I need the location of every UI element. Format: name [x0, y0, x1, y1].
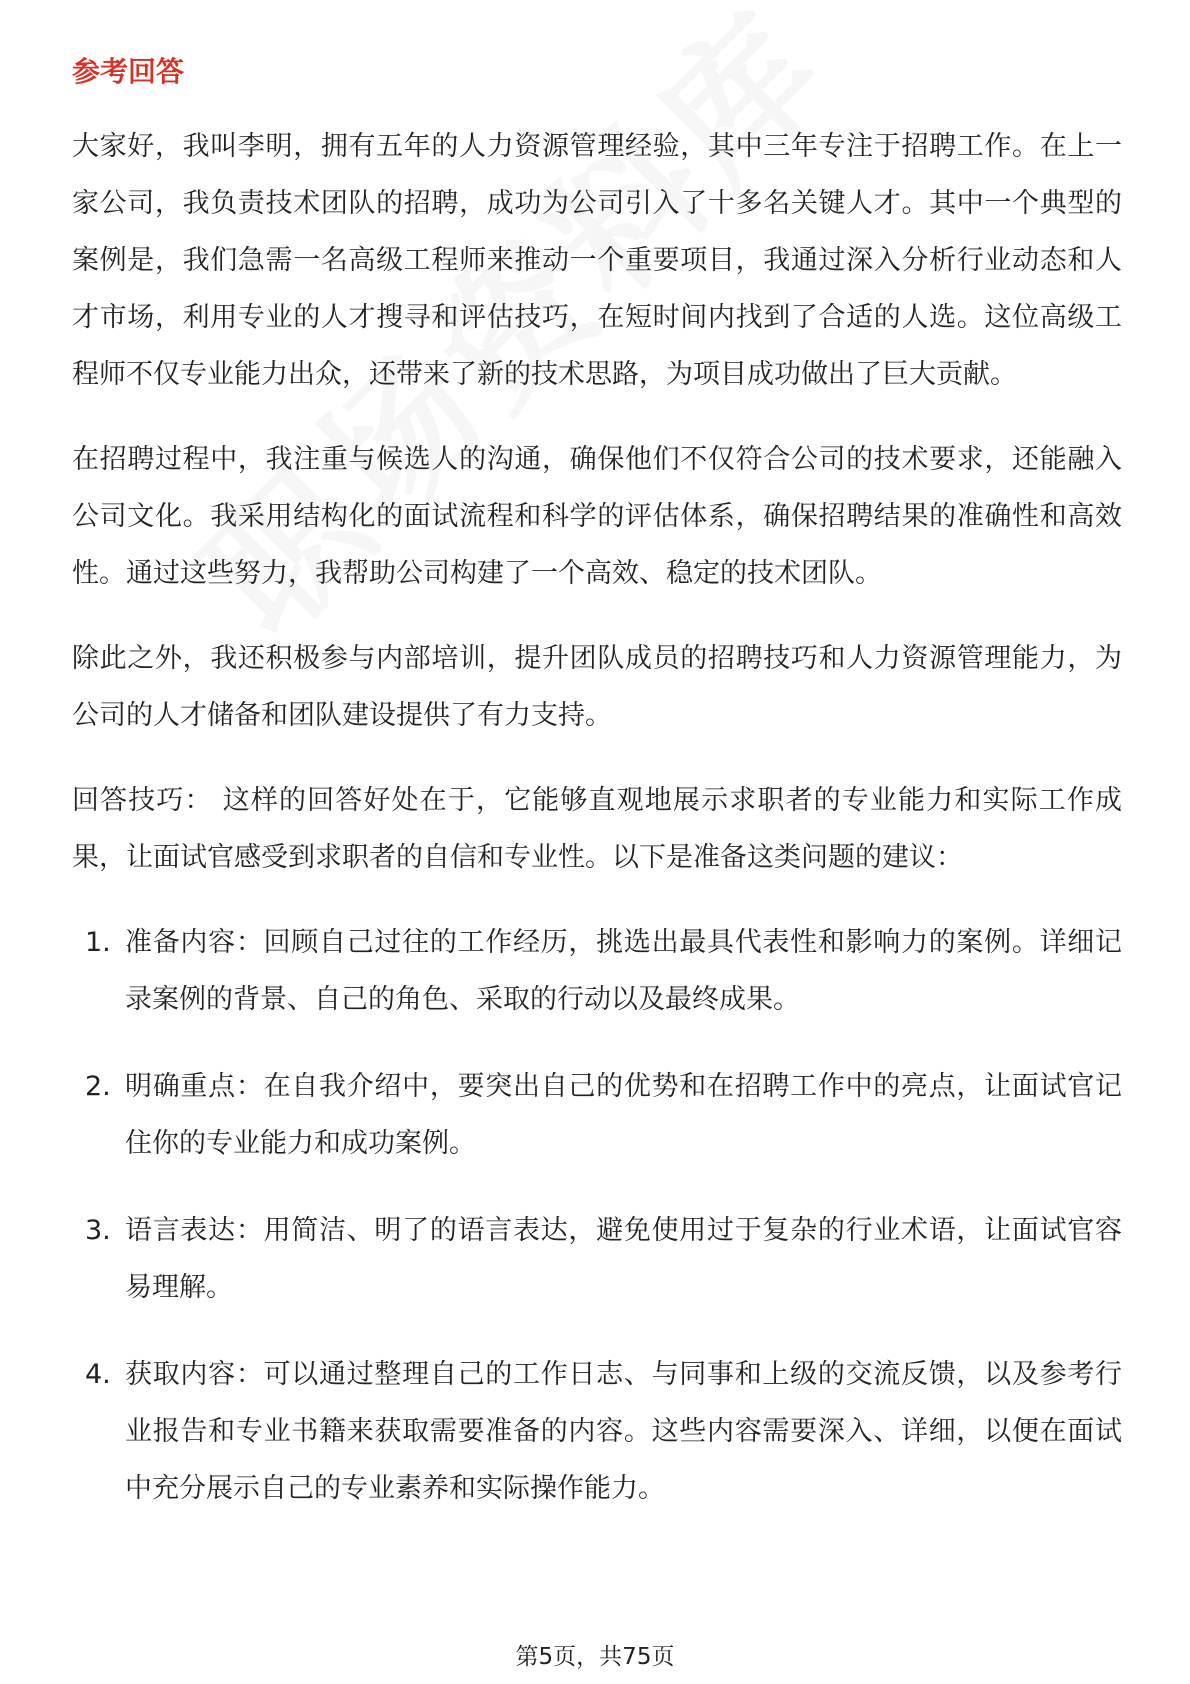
paragraph-intro: 大家好，我叫李明，拥有五年的人力资源管理经验，其中三年专注于招聘工作。在上一家公司，我负责技术团队的招聘，成功为公司引入了十多名关键人才。其中一个典型的案例是，我们急需一名高级工程师来推动一个重要项目，我通过深入分析行业动态和人才市场，利用专业的人才搜寻和评估技巧，在短时间内找到了合适的人选。这位高级工程师不仅专业能力出众，还带来了新的技术思路，为项目成功做出了巨大贡献。 [72, 131, 1122, 390]
list-item [72, 1202, 1122, 1316]
list-item-number: 3. [85, 1215, 111, 1246]
list-item-number: 1. [85, 927, 111, 958]
list-item-text: 明确重点：在自我介绍中，要突出自己的优势和在招聘工作中的亮点，让面试官记住你的专业能力和成功案例。 [125, 1071, 1122, 1159]
list-item-text: 语言表达：用简洁、明了的语言表达，避免使用过于复杂的行业术语，让面试官容易理解。 [125, 1215, 1122, 1303]
document-body [72, 118, 1122, 1547]
answer-tips [72, 772, 1122, 886]
paragraph-training: 除此之外，我还积极参与内部培训，提升团队成员的招聘技巧和人力资源管理能力，为公司的人才储备和团队建设提供了有力支持。 [72, 643, 1122, 731]
list-item [72, 1058, 1122, 1172]
answer-tips-text: 这样的回答好处在于，它能够直观地展示求职者的专业能力和实际工作成果，让面试官感受到求职者的自信和专业性。以下是准备这类问题的建议： [72, 785, 1123, 873]
list-item-text: 获取内容：可以通过整理自己的工作日志、与同事和上级的交流反馈，以及参考行业报告和专业书籍来获取需要准备的内容。这些内容需要深入、详细，以便在面试中充分展示自己的专业素养和实际操作能力。 [125, 1359, 1122, 1504]
list-item [72, 914, 1122, 1028]
list-item-text: 准备内容：回顾自己过往的工作经历，挑选出最具代表性和影响力的案例。详细记录案例的背景、自己的角色、采取的行动以及最终成果。 [125, 927, 1122, 1015]
answer-tips-label: 回答技巧： [72, 785, 213, 816]
list-item-number: 2. [85, 1071, 111, 1102]
section-heading: 参考回答 [72, 55, 185, 88]
paragraph-process: 在招聘过程中，我注重与候选人的沟通，确保他们不仅符合公司的技术要求，还能融入公司文化。我采用结构化的面试流程和科学的评估体系，确保招聘结果的准确性和高效性。通过这些努力，我帮助公司构建了一个高效、稳定的技术团队。 [72, 444, 1122, 589]
suggestion-list [72, 914, 1122, 1517]
list-item-number: 4. [85, 1359, 111, 1390]
page-number: 第5页，共75页 [515, 1644, 675, 1670]
list-item [72, 1346, 1122, 1517]
